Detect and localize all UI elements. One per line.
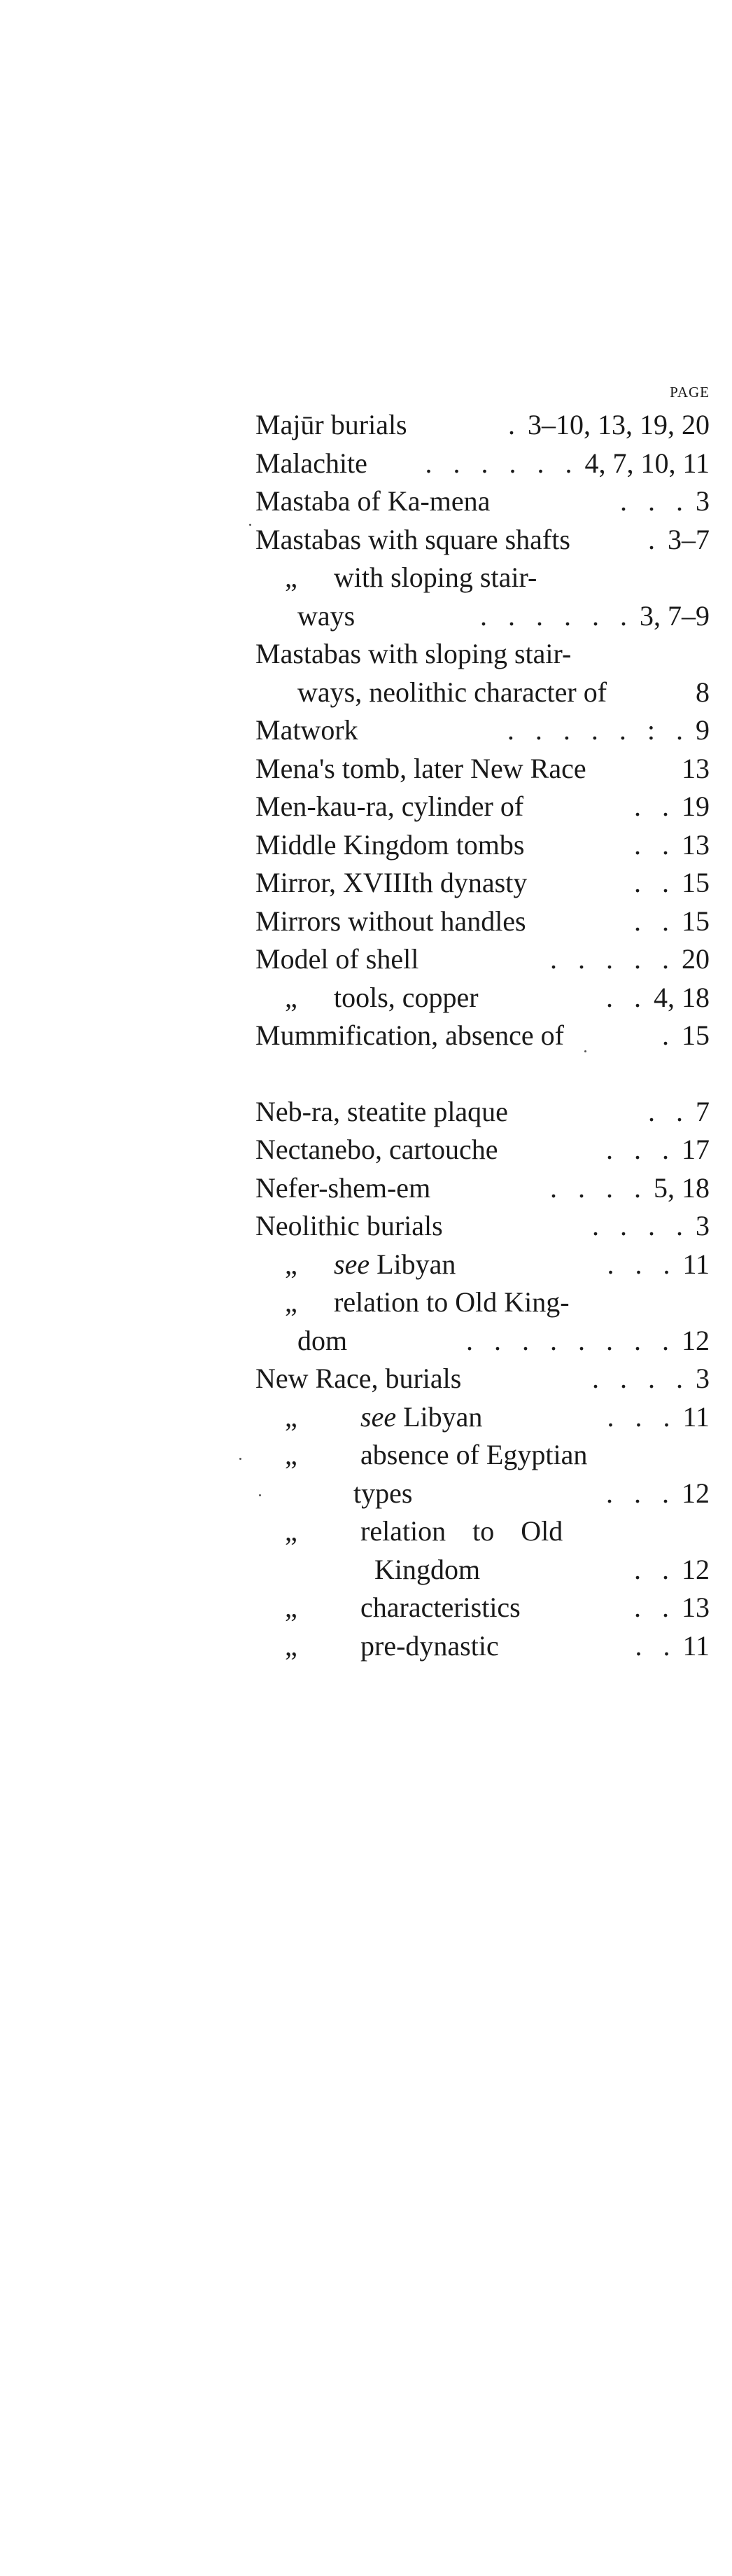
entry-pages: 3 <box>696 1210 710 1241</box>
index-entry <box>255 1093 710 1132</box>
entry-text <box>360 1398 482 1437</box>
entry-pages: 13 <box>682 828 710 861</box>
entry-text: types <box>353 1477 413 1509</box>
entry-pages: 20 <box>682 943 710 975</box>
entry-pages: 15 <box>682 1019 710 1051</box>
section-gap <box>255 1055 710 1093</box>
ditto-mark: „ <box>285 1592 297 1623</box>
entry-leader: . . <box>634 828 676 861</box>
entry-pages: 3, 7–9 <box>640 599 710 632</box>
entry-leader: . . . . . : . <box>507 714 690 746</box>
index-entry <box>255 445 710 483</box>
index-entry <box>255 940 710 979</box>
entry-text: Majūr burials <box>255 409 407 440</box>
index-entry <box>255 903 710 941</box>
entry-leader: . . <box>634 791 676 822</box>
entry-text: pre-dynastic <box>360 1629 499 1662</box>
entry-pages: 3 <box>696 485 710 517</box>
entry-pages: 9 <box>696 714 710 746</box>
entry-text: characteristics <box>360 1592 521 1623</box>
ditto-mark: „ <box>285 981 297 1013</box>
ditto-mark: „ <box>285 1629 297 1662</box>
index-entry <box>255 1207 710 1246</box>
index-continuation <box>255 674 710 712</box>
index-entry <box>255 711 710 750</box>
entry-leader: . . <box>648 1095 690 1127</box>
entry-leader: . . <box>635 1629 677 1662</box>
index-subentry <box>255 1627 710 1666</box>
index-subentry <box>255 1283 710 1322</box>
entry-text: Middle Kingdom tombs <box>255 828 525 861</box>
index-entry <box>255 1017 710 1055</box>
entry-text: Nefer-shem-em <box>255 1171 431 1204</box>
entry-text: Mirrors without handles <box>255 905 526 937</box>
entry-text: with sloping stair- <box>334 562 537 593</box>
scan-speck <box>259 1494 261 1496</box>
index-entry <box>255 482 710 521</box>
entry-pages: 3–7 <box>668 523 710 555</box>
scan-speck <box>249 524 251 526</box>
entry-pages: 11 <box>682 1400 710 1433</box>
entry-leader: . . . . . <box>550 943 676 975</box>
entry-pages: 13 <box>682 752 710 784</box>
ditto-mark: „ <box>285 1248 297 1280</box>
entry-text: Matwork <box>255 714 358 746</box>
entry-text: relation to Old King- <box>334 1286 570 1318</box>
entry-pages: 3–10, 13, 19, 20 <box>528 409 710 440</box>
entry-leader: . . . <box>606 1477 676 1509</box>
entry-leader: . . <box>634 1592 676 1623</box>
entry-leader: . . <box>634 867 676 898</box>
entry-pages: 7 <box>696 1095 710 1127</box>
entry-leader: . . . <box>606 1134 676 1165</box>
index-entry <box>255 406 710 445</box>
entry-text: New Race, burials <box>255 1363 462 1394</box>
entry-leader: . . . <box>620 485 690 517</box>
see-reference: see <box>334 1248 370 1280</box>
entry-text: Malachite <box>255 447 367 479</box>
ditto-mark: „ <box>285 562 297 593</box>
entry-text: Nectanebo, cartouche <box>255 1134 498 1165</box>
entry-leader: . . . . <box>592 1210 690 1241</box>
entry-text: tools, copper <box>334 981 479 1013</box>
entry-pages: 12 <box>682 1553 710 1585</box>
entry-pages: 11 <box>682 1629 710 1662</box>
entry-leader: . <box>648 523 662 555</box>
entry-text: relation to Old <box>360 1515 563 1547</box>
entry-leader: . . . <box>607 1248 677 1280</box>
index-entry <box>255 1131 710 1169</box>
index-subentry <box>255 979 710 1017</box>
index-column <box>255 406 710 1665</box>
entry-leader: . . . <box>607 1400 677 1433</box>
entry-leader: . . <box>634 905 676 937</box>
index-continuation <box>255 1551 710 1589</box>
index-entry <box>255 788 710 826</box>
entry-pages: 3 <box>696 1363 710 1394</box>
entry-leader: . <box>508 409 522 440</box>
entry-pages: 19 <box>682 791 710 822</box>
scan-speck <box>239 1458 241 1460</box>
entry-pages: 15 <box>682 867 710 898</box>
entry-pages: 11 <box>682 1248 710 1280</box>
index-entry <box>255 1169 710 1208</box>
entry-leader: . . . . <box>592 1363 690 1394</box>
ditto-mark: „ <box>285 1439 297 1470</box>
ditto-mark: „ <box>285 1286 297 1318</box>
entry-pages: 4, 7, 10, 11 <box>584 447 710 479</box>
entry-pages: 8 <box>696 676 710 708</box>
entry-pages: 12 <box>682 1324 710 1356</box>
index-subentry <box>255 1398 710 1437</box>
entry-leader: . . <box>606 981 648 1013</box>
ditto-mark: „ <box>285 1515 297 1547</box>
entry-text: Neb-ra, steatite plaque <box>255 1095 508 1127</box>
entry-text: Neolithic burials <box>255 1210 443 1241</box>
index-entry <box>255 864 710 903</box>
entry-text: Men-kau-ra, cylinder of <box>255 791 524 822</box>
see-reference: see <box>360 1400 397 1433</box>
entry-pages: 15 <box>682 905 710 937</box>
index-entry <box>255 826 710 865</box>
index-entry <box>255 750 710 788</box>
entry-text: Model of shell <box>255 943 419 975</box>
entry-text: Mummification, absence of <box>255 1019 564 1051</box>
entry-text: dom <box>297 1324 348 1356</box>
entry-text: Kingdom <box>374 1553 481 1585</box>
scan-speck <box>584 1050 586 1052</box>
entry-pages: 17 <box>682 1134 710 1165</box>
entry-text: Mastaba of Ka-mena <box>255 485 491 517</box>
index-subentry <box>255 1589 710 1627</box>
index-continuation <box>255 1322 710 1360</box>
entry-pages: 12 <box>682 1477 710 1509</box>
entry-text: Mena's tomb, later New Race <box>255 752 586 784</box>
entry-leader: . . . . <box>550 1171 648 1204</box>
entry-text: ways, neolithic character of <box>297 676 607 708</box>
index-entry <box>255 635 710 674</box>
page-column-label: PAGE <box>670 384 710 401</box>
index-entry <box>255 1360 710 1398</box>
entry-pages: 13 <box>682 1592 710 1623</box>
index-subentry <box>255 1512 710 1551</box>
entry-leader: . . . . . . <box>480 599 634 632</box>
entry-text-target: Libyan <box>376 1248 456 1280</box>
entry-leader: . . . . . . . . <box>466 1324 676 1356</box>
entry-leader: . . <box>634 1553 676 1585</box>
entry-text: Mastabas with square shafts <box>255 523 570 555</box>
entry-text: ways <box>297 599 356 632</box>
index-continuation <box>255 597 710 636</box>
entry-pages: 5, 18 <box>654 1171 710 1204</box>
index-subentry <box>255 1246 710 1284</box>
entry-text: Mirror, XVIIIth dynasty <box>255 867 528 898</box>
entry-pages: 4, 18 <box>654 981 710 1013</box>
entry-leader: . . . . . . <box>425 447 579 479</box>
index-subentry <box>255 1436 710 1475</box>
index-continuation <box>255 1475 710 1513</box>
entry-text: Mastabas with sloping stair- <box>255 638 572 669</box>
index-subentry <box>255 559 710 597</box>
entry-text <box>334 1246 456 1284</box>
entry-text: absence of Egyptian <box>360 1439 588 1470</box>
ditto-mark: „ <box>285 1400 297 1433</box>
entry-leader: . <box>662 1019 676 1051</box>
index-entry <box>255 521 710 559</box>
entry-text-target: Libyan <box>403 1400 483 1433</box>
